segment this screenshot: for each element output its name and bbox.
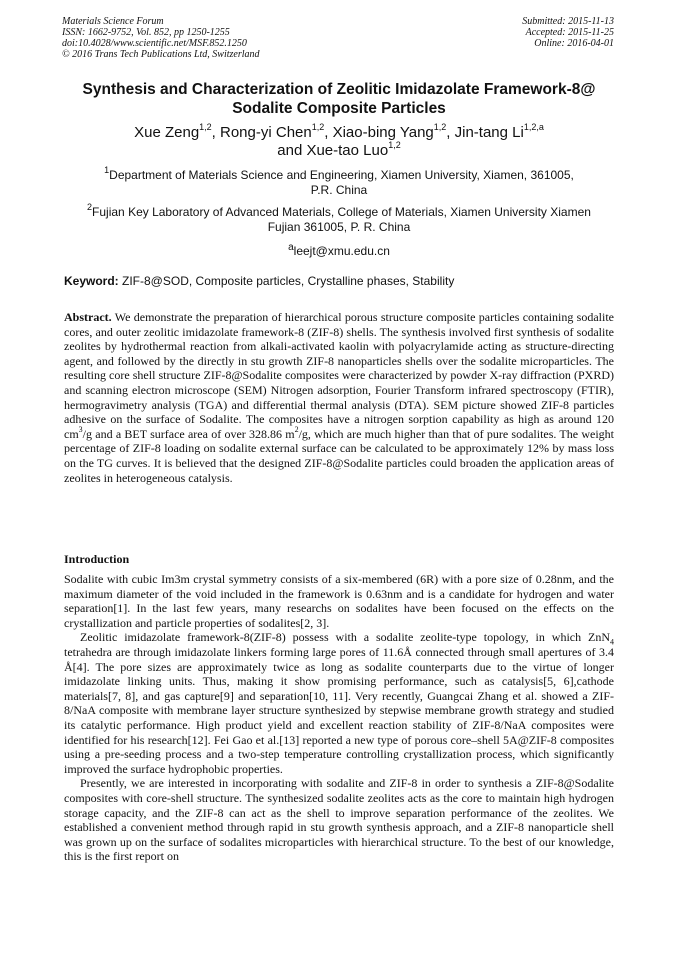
author-affiliation-mark: 1,2 [433, 122, 447, 132]
keywords-label: Keyword: [64, 274, 119, 288]
issn-line: ISSN: 1662-9752, Vol. 852, pp 1250-1255 [62, 27, 230, 38]
paragraph: Sodalite with cubic Im3m crystal symmetry consists of a six-membered (6R) with a pore size of 0.28nm, and the maximum diameter of the void included in the framework is 0.63nm and is a candidate for hydrogen and water separation[1]. In the last few years, many researchs on sodalites have been focused on the effects on the crystallization and particle properties of sodalites[2, 3]. [64, 572, 614, 630]
author-affiliation-mark: 1,2,a [523, 122, 544, 132]
author-name: Xue Zeng [134, 124, 200, 141]
paragraph-text: Zeolitic imidazolate framework-8(ZIF-8) possess with a sodalite zeolite-type topology, in which ZnN [80, 630, 610, 645]
author-line-1 [40, 124, 638, 142]
keywords-text: ZIF-8@SOD, Composite particles, Crystalline phases, Stability [118, 274, 455, 288]
affiliation-text: Department of Materials Science and Engineering, Xiamen University, Xiamen, 361005, [109, 168, 574, 182]
abstract-text: We demonstrate the preparation of hierarchical porous structure composite particles containing sodalite cores, and outer zeolitic imidazolate framework-8 (ZIF-8) shells. The synthesis involved first synthesis of sodalite zeolites by hydrothermal reaction from alkali-activated kaolin with polyacrylamide acting as structure-directing agent, and followed by the directly in stu growth ZIF-8 nanoparticles shells over the sodalite microparticles. The resulting core shell structure ZIF-8@Sodalite composites were characterized by powder X-ray diffraction (PXRD) and scanning electron microscope (SEM) Nitrogen adsorption, Fourier Transform infrared spectroscopy (FTIR), hermogravimetry analysis (TGA) and differential thermal analysis (DTA). SEM picture showed ZIF-8 particles adhesive on the surface of Sodalite. The composites have a nitrogen sorption capability as high as around 120 cm [64, 310, 614, 441]
author-email[interactable] [50, 240, 628, 259]
superscript: 2 [294, 424, 299, 434]
affiliation-2-line-2: Fujian 361005, P. R. China [267, 220, 411, 234]
submitted-date: Submitted: 2015-11-13 [522, 16, 614, 27]
affiliation-1-line-2: P.R. China [310, 183, 368, 197]
author-line-2 [40, 142, 638, 160]
author-affiliation-mark: 1,2 [199, 122, 212, 132]
copyright-line: © 2016 Trans Tech Publications Ltd, Switzerland [62, 49, 260, 60]
subscript: 4 [610, 637, 614, 647]
affiliation-mark: 2 [87, 202, 93, 212]
doi-line: doi:10.4028/www.scientific.net/MSF.852.1250 [62, 38, 247, 49]
abstract [64, 310, 614, 485]
journal-name: Materials Science Forum [62, 16, 164, 27]
journal-header [62, 16, 260, 60]
author-name: , Xiao-bing Yang [324, 124, 434, 141]
author-name: , Jin-tang Li [446, 124, 524, 141]
superscript: 3 [78, 424, 83, 434]
introduction-body [64, 572, 614, 864]
email-mark: a [288, 242, 294, 253]
online-date: Online: 2016-04-01 [534, 38, 614, 49]
abstract-text: /g and a BET surface area of over 328.86 m [82, 426, 295, 441]
paragraph-text: tetrahedra are through imidazolate linkers forming large pores of 11.6Å connected through small apertures of 3.4 Å[4]. The pore sizes are approximately twice as long as sodalite counterparts due to the virtue of longer imidazolate linking units. Thus, making it show promising performance, such as catalysis[5, 6],cathode materials[7, 8], and gas capture[9] and separation[10, 11]. Very recently, Guangcai Zhang et al. showed a ZIF-8/NaA composite with membrane layer structure synthesized by stepwise membrane growth strategy and studied its catalytic performance. High product yield and excellent reaction stability of ZIF-8/NaA composites were identified for his research[12]. Fei Gao et al.[13] reported a new type of porous core–shell 5A@ZIF-8 composites using a pre-seeding process and a two-step temperature controlling crystallization process, which significantly improved the surface hydrophobic properties. [64, 644, 614, 776]
author-name: and Xue-tao Luo [277, 142, 389, 159]
abstract-label: Abstract. [64, 310, 112, 324]
title-line-1: Synthesis and Characterization of Zeolitic Imidazolate Framework-8@ [82, 81, 596, 98]
author-name: , Rong-yi Chen [211, 124, 312, 141]
affiliation-2-line-1 [50, 202, 628, 220]
paragraph [64, 630, 614, 776]
dates-header [522, 16, 614, 49]
section-heading-introduction: Introduction [64, 552, 130, 566]
keywords [64, 274, 614, 289]
author-list [40, 124, 638, 160]
affiliation-1-line-1 [50, 165, 628, 183]
title-line-2: Sodalite Composite Particles [232, 100, 446, 117]
affiliation-mark: 1 [104, 165, 110, 175]
affiliation-1 [50, 165, 628, 198]
accepted-date: Accepted: 2015-11-25 [525, 27, 614, 38]
affiliation-2 [50, 202, 628, 235]
abstract-text: /g, which are much higher than that of pure sodalites. The weight percentage of ZIF-8 loading on sodalite external surface can be calculated to be approximately 12% by mass loss on the TG curves. It is believed that the designed ZIF-8@Sodalite particles could broaden the application areas of zeolites in heterogeneous catalysis. [64, 426, 614, 485]
author-affiliation-mark: 1,2 [311, 122, 325, 132]
paper-title [40, 80, 638, 118]
author-affiliation-mark: 1,2 [388, 140, 401, 150]
affiliation-text: Fujian Key Laboratory of Advanced Materials, College of Materials, Xiamen University Xiamen [92, 205, 591, 219]
email-address[interactable]: leejt@xmu.edu.cn [293, 244, 390, 258]
paragraph: Presently, we are interested in incorporating with sodalite and ZIF-8 in order to synthesis a ZIF-8@Sodalite composites with core-shell structure. The synthesized sodalite zeolites acts as the core to maintain high hydrogen storage capacity, and the ZIF-8 can act as the shell to improve separation performance of the zeolites. We established a convenient method through rapid in stu growth synthesis approach, and a ZIF-8 nanoparticle shell was grown up on the surface of sodalites microparticles with hierarchical structure. To the best of our knowledge, this is the first report on [64, 776, 614, 864]
